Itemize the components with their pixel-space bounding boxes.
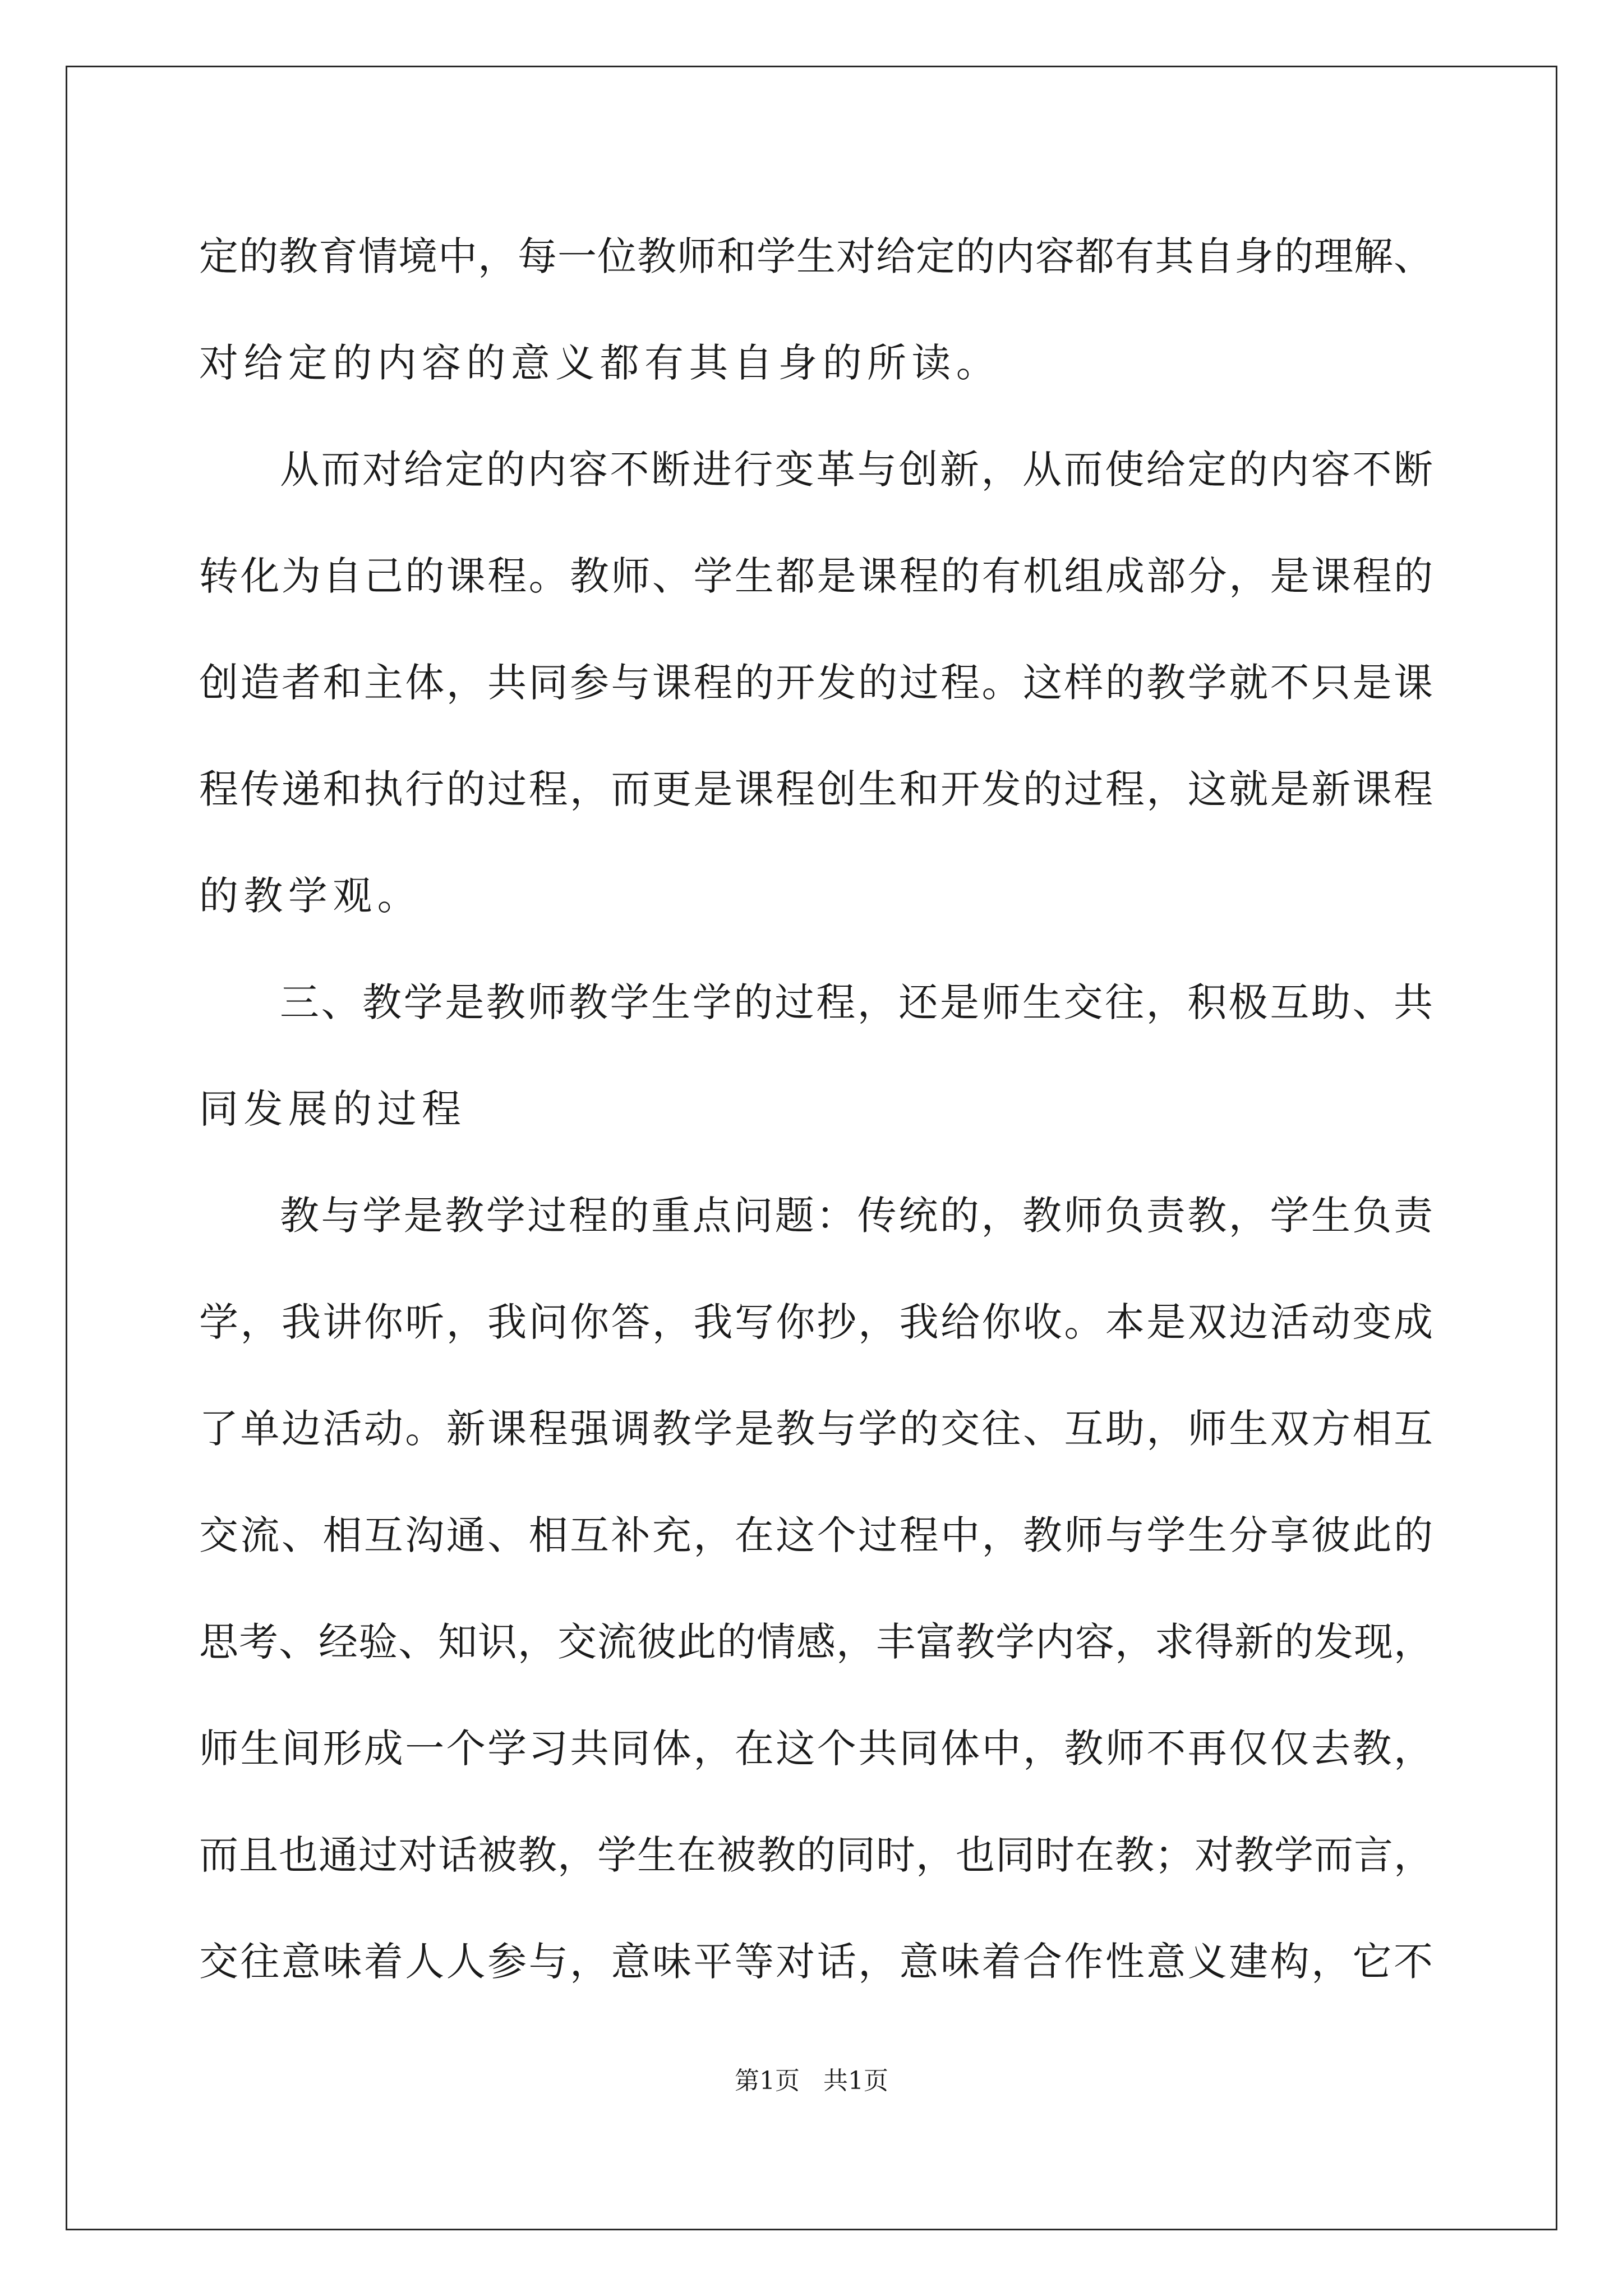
text-line: 对给定的内容的意义都有其自身的所读。 — [199, 340, 1001, 386]
text-line: 的教学观。 — [199, 873, 422, 919]
section-heading-line: 三、教学是教师教学生学的过程，还是师生交往，积极互助、共 — [280, 979, 1433, 1025]
text-line: 交往意味着人人参与，意味平等对话，意味着合作性意义建构，它不 — [199, 1939, 1433, 1985]
document-body — [199, 203, 1433, 2015]
text-line: 创造者和主体，共同参与课程的开发的过程。这样的教学就不只是课 — [199, 660, 1433, 706]
text-line: 学，我讲你听，我问你答，我写你抄，我给你收。本是双边活动变成 — [199, 1299, 1433, 1345]
text-line: 了单边活动。新课程强调教学是教与学的交往、互助，师生双方相互 — [199, 1406, 1433, 1452]
section-heading-line: 同发展的过程 — [199, 1086, 467, 1132]
text-line: 而且也通过对话被教，学生在被教的同时，也同时在教；对教学而言， — [199, 1832, 1433, 1878]
page-number-footer: 第1页 共1页 — [735, 2067, 888, 2095]
text-line: 交流、相互沟通、相互补充，在这个过程中，教师与学生分享彼此的 — [199, 1512, 1433, 1558]
text-line: 转化为自己的课程。教师、学生都是课程的有机组成部分，是课程的 — [199, 553, 1433, 599]
text-line: 程传递和执行的过程，而更是课程创生和开发的过程，这就是新课程 — [199, 766, 1433, 812]
paragraph-first-line: 教与学是教学过程的重点问题：传统的，教师负责教，学生负责 — [280, 1193, 1433, 1239]
text-line: 思考、经验、知识，交流彼此的情感，丰富教学内容，求得新的发现， — [199, 1619, 1433, 1665]
text-line: 定的教育情境中，每一位教师和学生对给定的内容都有其自身的理解、 — [199, 233, 1433, 279]
text-line: 师生间形成一个学习共同体，在这个共同体中，教师不再仅仅去教， — [199, 1726, 1433, 1772]
paragraph-first-line: 从而对给定的内容不断进行变革与创新，从而使给定的内容不断 — [280, 447, 1433, 493]
